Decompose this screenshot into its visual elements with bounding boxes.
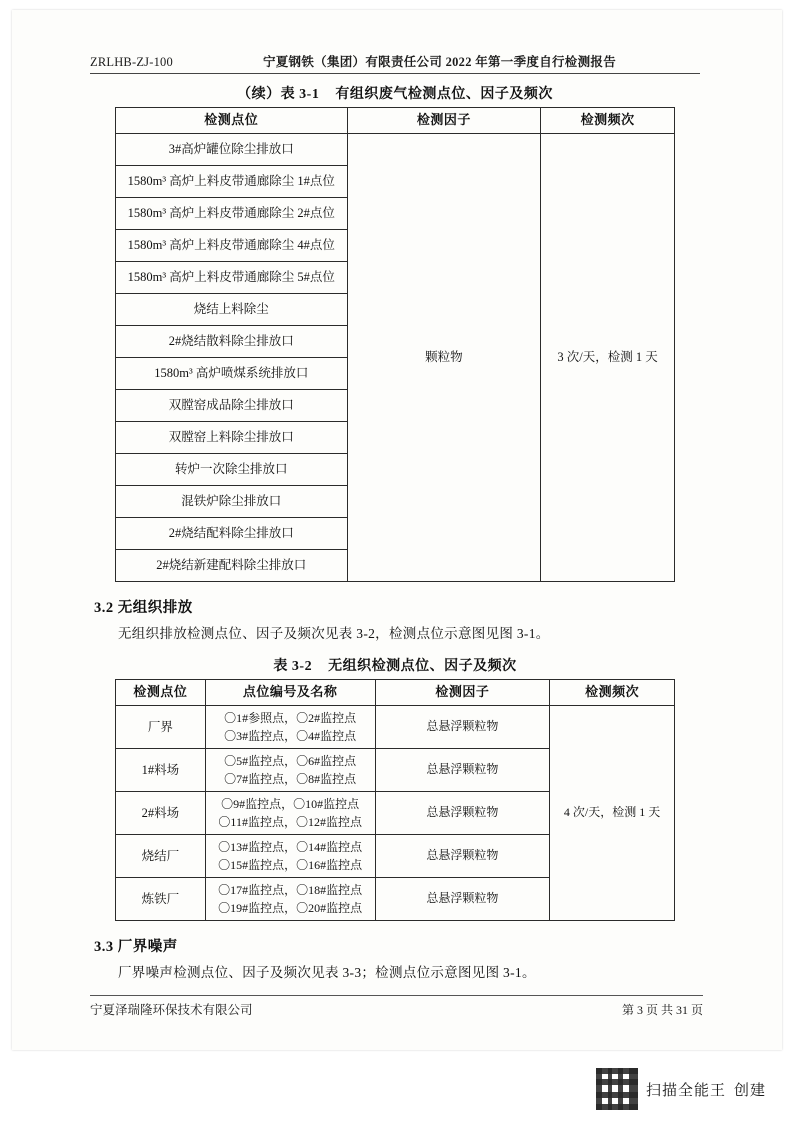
section-heading-3-3: 3.3 厂界噪声 <box>94 938 178 955</box>
cell-factor: 总悬浮颗粒物 <box>375 705 550 748</box>
footer-company: 宁夏泽瑞隆环保技术有限公司 <box>90 1003 253 1017</box>
section-paragraph-3-2: 无组织排放检测点位、因子及频次见表 3-2，检测点位示意图见图 3-1。 <box>118 625 550 641</box>
scan-app-label <box>646 1079 766 1100</box>
table2-caption <box>90 655 700 675</box>
th-point: 检测点位 <box>116 679 206 705</box>
document-content <box>90 52 700 991</box>
cell-point: 烧结厂 <box>116 834 206 877</box>
cell-point: 双膛窑成品除尘排放口 <box>116 389 348 421</box>
cell-point: 1580m³ 高炉喷煤系统排放口 <box>116 357 348 389</box>
table-row <box>116 133 675 165</box>
table-header-row <box>116 679 675 705</box>
cell-point: 混铁炉除尘排放口 <box>116 485 348 517</box>
cell-factor: 总悬浮颗粒物 <box>375 748 550 791</box>
cell-factor: 总悬浮颗粒物 <box>375 877 550 920</box>
cell-point: 2#烧结配料除尘排放口 <box>116 517 348 549</box>
th-frequency: 检测频次 <box>541 108 675 134</box>
cell-codes: 〇9#监控点，〇10#监控点 〇11#监控点，〇12#监控点 <box>205 791 375 834</box>
table1-caption <box>90 83 700 103</box>
table-unorganized-emission <box>115 679 675 921</box>
section-paragraph-3-3: 厂界噪声检测点位、因子及频次见表 3-3；检测点位示意图见图 3-1。 <box>118 964 536 980</box>
cell-point: 2#烧结散料除尘排放口 <box>116 325 348 357</box>
page-footer <box>90 995 703 1018</box>
table1-caption-title: 有组织废气检测点位、因子及频次 <box>335 87 553 102</box>
th-point: 检测点位 <box>116 108 348 134</box>
scan-app-name: 扫描全能王 <box>646 1081 727 1099</box>
cell-point: 1580m³ 高炉上料皮带通廊除尘 1#点位 <box>116 165 348 197</box>
table-header-row <box>116 108 675 134</box>
cell-frequency: 4 次/天，检测 1 天 <box>550 705 675 920</box>
cell-codes: 〇13#监控点，〇14#监控点 〇15#监控点，〇16#监控点 <box>205 834 375 877</box>
cell-point: 转炉一次除尘排放口 <box>116 453 348 485</box>
cell-point: 2#烧结新建配料除尘排放口 <box>116 549 348 581</box>
scan-app-action: 创建 <box>734 1081 767 1099</box>
cell-point: 1#料场 <box>116 748 206 791</box>
cell-codes: 〇5#监控点，〇6#监控点 〇7#监控点，〇8#监控点 <box>205 748 375 791</box>
th-factor: 检测因子 <box>347 108 541 134</box>
th-code-name: 点位编号及名称 <box>205 679 375 705</box>
cell-factor: 总悬浮颗粒物 <box>375 791 550 834</box>
table-organized-exhaust <box>115 107 675 582</box>
cell-factor: 总悬浮颗粒物 <box>375 834 550 877</box>
cell-frequency: 3 次/天，检测 1 天 <box>541 133 675 581</box>
th-frequency: 检测频次 <box>550 679 675 705</box>
document-running-title: 宁夏钢铁（集团）有限责任公司 2022 年第一季度自行检测报告 <box>262 55 616 69</box>
section-heading-3-2: 3.2 无组织排放 <box>94 599 193 616</box>
cell-point: 3#高炉罐位除尘排放口 <box>116 133 348 165</box>
table-row <box>116 705 675 748</box>
cell-point: 烧结上料除尘 <box>116 293 348 325</box>
cell-point: 1580m³ 高炉上料皮带通廊除尘 5#点位 <box>116 261 348 293</box>
cell-point: 炼铁厂 <box>116 877 206 920</box>
cell-point: 2#料场 <box>116 791 206 834</box>
cell-point: 1580m³ 高炉上料皮带通廊除尘 4#点位 <box>116 229 348 261</box>
cell-point: 厂界 <box>116 705 206 748</box>
cell-factor: 颗粒物 <box>347 133 541 581</box>
scan-app-watermark <box>596 1068 766 1110</box>
cell-point: 双膛窑上料除尘排放口 <box>116 421 348 453</box>
cell-point: 1580m³ 高炉上料皮带通廊除尘 2#点位 <box>116 197 348 229</box>
table1-caption-prefix: （续）表 3-1 <box>237 87 320 102</box>
document-code: ZRLHB-ZJ-100 <box>90 55 173 69</box>
table2-caption-title: 无组织检测点位、因子及频次 <box>328 658 517 674</box>
table2-caption-prefix: 表 3-2 <box>273 658 313 674</box>
qr-code-icon <box>596 1068 638 1110</box>
footer-page-number: 第 3 页 共 31 页 <box>621 1003 703 1017</box>
cell-codes: 〇17#监控点，〇18#监控点 〇19#监控点，〇20#监控点 <box>205 877 375 920</box>
cell-codes: 〇1#参照点，〇2#监控点 〇3#监控点，〇4#监控点 <box>205 705 375 748</box>
document-header <box>90 52 700 74</box>
th-factor: 检测因子 <box>375 679 550 705</box>
